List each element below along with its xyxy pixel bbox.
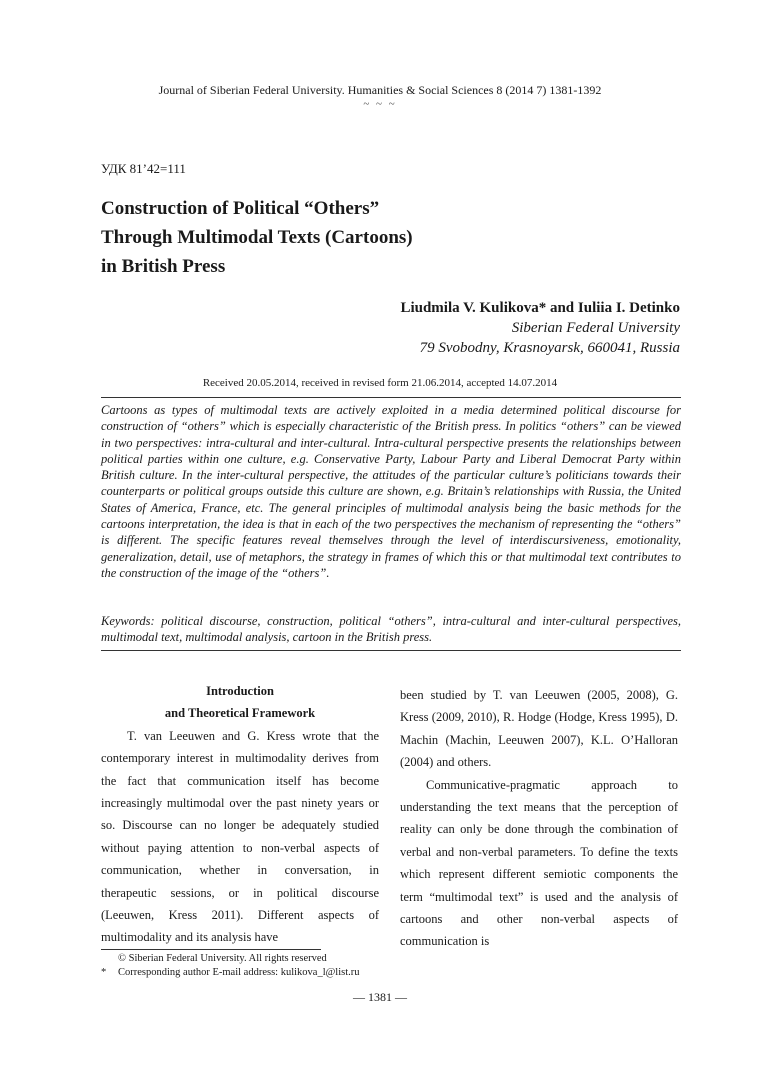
author-affiliation: Siberian Federal University	[511, 320, 680, 336]
title-line-3: in British Press	[101, 256, 226, 277]
right-paragraph-1: been studied by T. van Leeuwen (2005, 2008), G. Kress (2009, 2010), R. Hodge (Hodge, Kress 1995), D. Machin (Machin, Leeuwen 2007), K.L. O’Halloran (2004) and others.	[400, 688, 678, 770]
article-title	[101, 194, 661, 281]
footnote-rule	[101, 949, 321, 950]
right-column	[400, 684, 678, 953]
title-line-1: Construction of Political “Others”	[101, 198, 380, 219]
left-paragraph: T. van Leeuwen and G. Kress wrote that the contemporary interest in multimodality derives from the fact that communication itself has become increasingly multimodal over the past ninety years or so. Discourse can no longer be adequately studied without paying attention to non-verbal aspects of communication, whether in conversation, in therapeutic sessions, or in political discourse (Leeuwen, Kress 2011). Different aspects of multimodality and its analysis have	[101, 728, 379, 945]
footnote-corresponding-text: Corresponding author E-mail address: kulikova_l@list.ru	[118, 966, 360, 978]
journal-header: Journal of Siberian Federal University. Humanities & Social Sciences 8 (2014 7) 1381-1392	[158, 83, 602, 97]
author-address: 79 Svobodny, Krasnoyarsk, 660041, Russia	[419, 340, 680, 356]
author-names: Liudmila V. Kulikova* and Iuliia I. Detinko	[400, 300, 680, 316]
page-number: — 1381 —	[353, 990, 407, 1004]
abstract-top-rule	[101, 397, 681, 398]
section-heading-line-1: Introduction	[206, 684, 274, 698]
abstract: Cartoons as types of multimodal texts are actively exploited in a media determined political discourse for construction of “others” which is especially characteristic of the British press. In politics “others” can be viewed in two perspectives: intra-cultural and inter-cultural. Intra-cultural perspective presents the relationships between political parties within one culture, e.g. Conservative Party, Labour Party and Liberal Democrat Party within British culture. In the inter-cultural perspective, the attitudes of the particular culture’s politicians towards their counterparts or political groups outside this culture are shown, e.g. Britain’s relationships with Russia, the United States of America, France, etc. The general principles of multimodal analysis being the basic methods for the cartoons interpretation, the idea is that in each of the two perspectives the mechanism of representing the “others” is different. The specific features reveal themselves through the level of interdiscursiveness, emotionality, generalization, detail, use of metaphors, the strategy in frames of which this or that multimodal text contributes to the construction of the image of the “others”.	[101, 403, 681, 580]
received-dates: Received 20.05.2014, received in revised form 21.06.2014, accepted 14.07.2014	[202, 377, 558, 389]
footnote-corresponding	[101, 966, 360, 980]
title-line-2: Through Multimodal Texts (Cartoons)	[101, 227, 413, 248]
footnote-copyright: © Siberian Federal University. All rights reserved	[118, 953, 327, 964]
footnotes	[101, 952, 360, 979]
keywords: Keywords: political discourse, construction, political “others”, intra-cultural and inter-cultural perspectives, multimodal text, multimodal analysis, cartoon in the British press.	[101, 614, 681, 645]
udk-code: УДК 81’42=111	[101, 161, 186, 176]
section-heading-line-2: and Theoretical Framework	[164, 706, 316, 721]
header-ornament: ~ ~ ~	[363, 98, 397, 110]
left-column	[101, 680, 379, 949]
right-paragraph-2: Communicative-pragmatic approach to understanding the text means that the perception of reality can only be done through the combination of verbal and non-verbal parameters. To define the texts which represent different semiotic components the term “multimodal text” is used and the analysis of cartoons and other non-verbal aspects of communication is	[400, 777, 678, 949]
keywords-bottom-rule	[101, 650, 681, 651]
footnote-asterisk: *	[101, 966, 107, 978]
author-block	[400, 298, 680, 358]
